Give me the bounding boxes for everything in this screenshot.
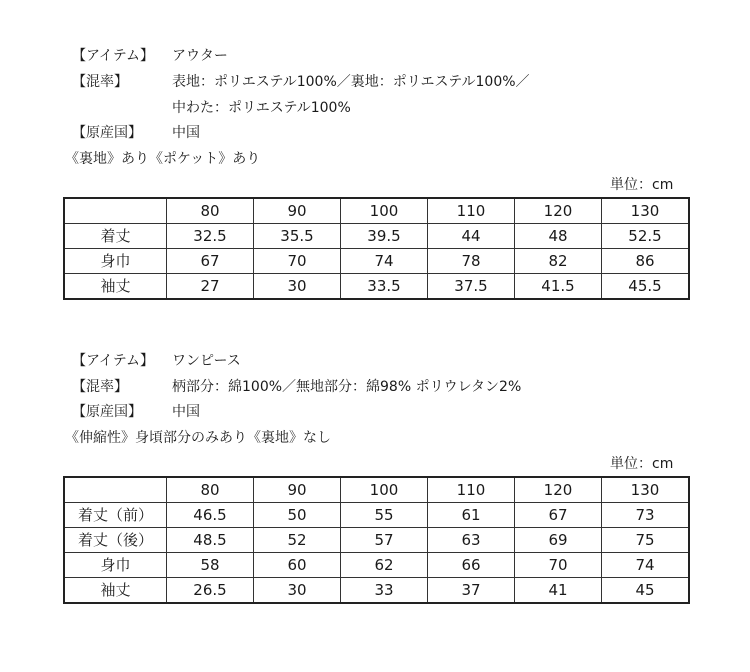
table-cell: 63 — [428, 528, 515, 553]
table-cell: 75 — [602, 528, 690, 553]
table-cell: 46.5 — [167, 503, 254, 528]
table-cell: 33 — [341, 578, 428, 604]
row-label: 着丈（後） — [64, 528, 167, 553]
material-label: 【混率】 — [72, 379, 128, 395]
table-cell: 33.5 — [341, 274, 428, 300]
table-row — [64, 249, 689, 274]
row-label: 身巾 — [64, 249, 167, 274]
item-value: アウター — [172, 48, 228, 64]
table-cell: 45.5 — [602, 274, 690, 300]
material-label: 【混率】 — [72, 74, 128, 90]
size-header: 130 — [602, 477, 690, 503]
table-cell: 73 — [602, 503, 690, 528]
table-row — [64, 553, 689, 578]
table-cell: 55 — [341, 503, 428, 528]
unit-label: 単位：cm — [610, 456, 674, 472]
table-cell: 70 — [515, 553, 602, 578]
origin-label: 【原産国】 — [72, 125, 142, 141]
item-label: 【アイテム】 — [72, 353, 155, 369]
table-cell: 78 — [428, 249, 515, 274]
table-cell: 32.5 — [167, 224, 254, 249]
table-row — [64, 274, 689, 300]
table-cell: 70 — [254, 249, 341, 274]
size-table — [63, 197, 690, 300]
table-cell: 58 — [167, 553, 254, 578]
table-cell: 52.5 — [602, 224, 690, 249]
table-cell: 67 — [167, 249, 254, 274]
size-header: 80 — [167, 477, 254, 503]
table-cell: 82 — [515, 249, 602, 274]
size-header: 120 — [515, 477, 602, 503]
row-label: 着丈 — [64, 224, 167, 249]
origin-value: 中国 — [172, 125, 200, 141]
table-cell: 69 — [515, 528, 602, 553]
table-cell: 39.5 — [341, 224, 428, 249]
table-cell: 41.5 — [515, 274, 602, 300]
table-cell: 30 — [254, 578, 341, 604]
unit-label: 単位：cm — [610, 177, 674, 193]
size-header: 90 — [254, 198, 341, 224]
table-cell: 48 — [515, 224, 602, 249]
table-cell: 37 — [428, 578, 515, 604]
table-row — [64, 224, 689, 249]
size-header-row — [64, 477, 689, 503]
table-cell: 48.5 — [167, 528, 254, 553]
table-cell: 74 — [602, 553, 690, 578]
item-value: ワンピース — [172, 353, 241, 369]
table-cell: 62 — [341, 553, 428, 578]
table-cell: 44 — [428, 224, 515, 249]
table-cell: 37.5 — [428, 274, 515, 300]
row-label: 着丈（前） — [64, 503, 167, 528]
table-cell: 57 — [341, 528, 428, 553]
size-header: 100 — [341, 198, 428, 224]
item-label: 【アイテム】 — [72, 48, 155, 64]
corner-cell — [64, 198, 167, 224]
table-cell: 26.5 — [167, 578, 254, 604]
row-label: 袖丈 — [64, 578, 167, 604]
material-line-1: 表地：ポリエステル100%／裏地：ポリエステル100%／ — [172, 74, 530, 90]
table-cell: 30 — [254, 274, 341, 300]
origin-label: 【原産国】 — [72, 404, 142, 420]
feature-note: 《裏地》あり《ポケット》あり — [65, 151, 261, 167]
table-cell: 27 — [167, 274, 254, 300]
table-cell: 45 — [602, 578, 690, 604]
material-line-1: 柄部分：綿100%／無地部分：綿98% ポリウレタン2% — [172, 379, 522, 395]
size-header: 100 — [341, 477, 428, 503]
size-header: 90 — [254, 477, 341, 503]
corner-cell — [64, 477, 167, 503]
table-row — [64, 503, 689, 528]
size-header: 120 — [515, 198, 602, 224]
table-cell: 67 — [515, 503, 602, 528]
table-cell: 74 — [341, 249, 428, 274]
size-header: 110 — [428, 198, 515, 224]
feature-note: 《伸縮性》身頃部分のみあり《裏地》なし — [65, 430, 331, 446]
size-table — [63, 476, 690, 604]
size-header: 80 — [167, 198, 254, 224]
table-cell: 86 — [602, 249, 690, 274]
table-row — [64, 528, 689, 553]
row-label: 身巾 — [64, 553, 167, 578]
size-header-row — [64, 198, 689, 224]
table-cell: 35.5 — [254, 224, 341, 249]
table-row — [64, 578, 689, 604]
origin-value: 中国 — [172, 404, 200, 420]
row-label: 袖丈 — [64, 274, 167, 300]
table-cell: 50 — [254, 503, 341, 528]
table-cell: 66 — [428, 553, 515, 578]
table-cell: 61 — [428, 503, 515, 528]
table-cell: 41 — [515, 578, 602, 604]
material-line-2: 中わた：ポリエステル100% — [172, 100, 351, 116]
size-header: 130 — [602, 198, 690, 224]
table-cell: 52 — [254, 528, 341, 553]
size-header: 110 — [428, 477, 515, 503]
table-cell: 60 — [254, 553, 341, 578]
